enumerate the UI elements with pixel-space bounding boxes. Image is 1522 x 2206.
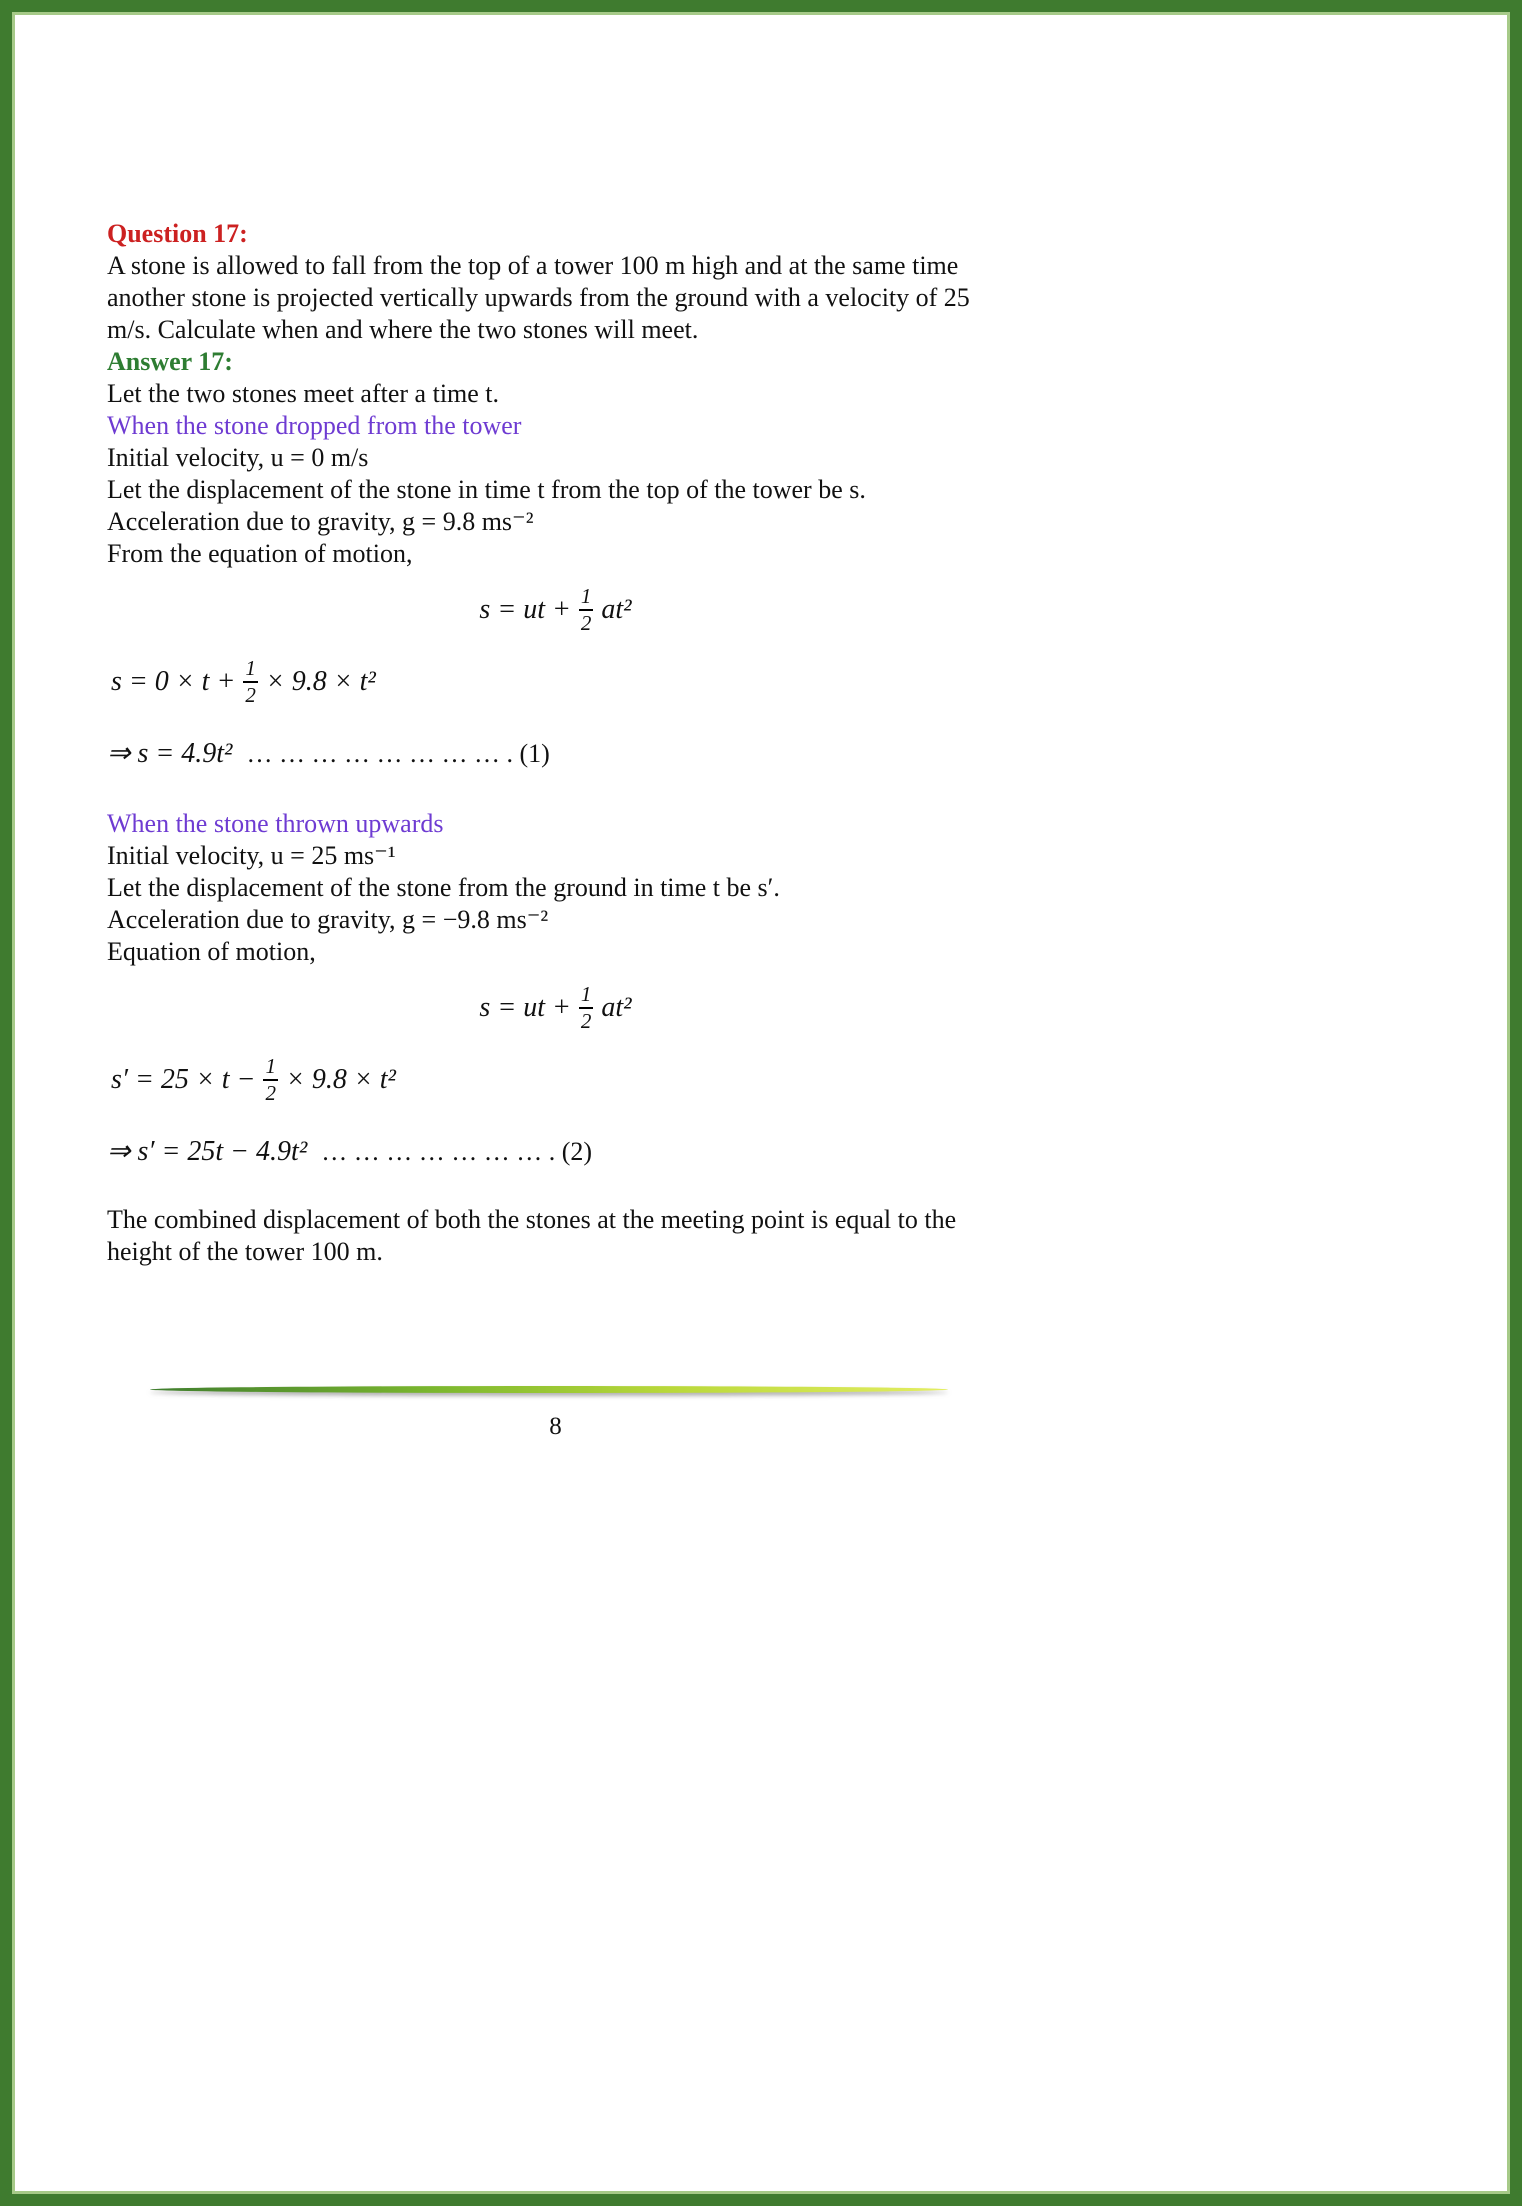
equation-post: at² [601,992,632,1023]
equation-substituted-2 [107,1048,1004,1112]
equation-post: × 9.8 × t² [285,1064,396,1095]
equation-result-math: ⇒ s′ = 25t − 4.9t² [107,1136,308,1167]
fraction-numerator: 1 [580,982,592,1006]
fraction [579,982,594,1034]
fraction-denominator: 2 [580,1009,592,1033]
equation-of-motion-2 [107,976,1004,1040]
dropped-line-acceleration: Acceleration due to gravity, g = 9.8 ms⁻² [107,507,534,536]
dropped-line-equation-intro: From the equation of motion, [107,539,413,568]
fraction-denominator: 2 [580,611,592,635]
section-heading-dropped: When the stone dropped from the tower [107,411,522,440]
equation-result-1 [107,738,1004,778]
fraction-denominator: 2 [245,683,256,707]
equation-result-math: ⇒ s = 4.9t² [107,738,233,769]
equation-post: × 9.8 × t² [265,666,376,697]
fraction-denominator: 2 [265,1081,276,1105]
section-heading-thrown: When the stone thrown upwards [107,809,444,838]
equation-pre: s = 0 × t + [111,666,236,697]
equation-post: at² [601,594,632,625]
equation-result-dots: … … … … … … … . (2) [321,1137,593,1166]
fraction [263,1054,278,1106]
equation-of-motion-1 [107,578,1004,642]
answer-label: Answer 17: [107,347,233,376]
section-divider [150,1386,948,1393]
answer-intro: Let the two stones meet after a time t. [107,379,500,408]
thrown-line-acceleration: Acceleration due to gravity, g = −9.8 ms⁻² [107,905,549,934]
fraction-numerator: 1 [245,656,256,680]
dropped-line-initial-velocity: Initial velocity, u = 0 m/s [107,443,369,472]
equation-result-2 [107,1136,1004,1176]
content-area [107,12,1004,1268]
question-text: A stone is allowed to fall from the top of a tower 100 m high and at the same time another stone is projected vertically upwards from the ground with a velocity of 25 m/s. Calculate when and where the two stones will meet. [107,251,970,344]
fraction [243,656,258,708]
fraction-numerator: 1 [265,1054,276,1078]
equation-result-dots: … … … … … … … … . (1) [246,739,550,768]
question-label: Question 17: [107,219,248,248]
fraction [579,584,594,636]
thrown-line-displacement: Let the displacement of the stone from the ground in time t be s′. [107,873,780,902]
fraction-numerator: 1 [580,584,592,608]
equation-pre: s = ut + [479,594,571,625]
conclusion-text: The combined displacement of both the stones at the meeting point is equal to the height of the tower 100 m. [107,1205,957,1266]
thrown-line-initial-velocity: Initial velocity, u = 25 ms⁻¹ [107,841,396,870]
page-number: 8 [549,1413,562,1440]
dropped-line-displacement: Let the displacement of the stone in time t from the top of the tower be s. [107,475,866,504]
equation-pre: s = ut + [479,992,571,1023]
equation-pre: s′ = 25 × t − [111,1064,256,1095]
thrown-line-equation-intro: Equation of motion, [107,937,316,966]
equation-substituted-1 [107,650,1004,714]
